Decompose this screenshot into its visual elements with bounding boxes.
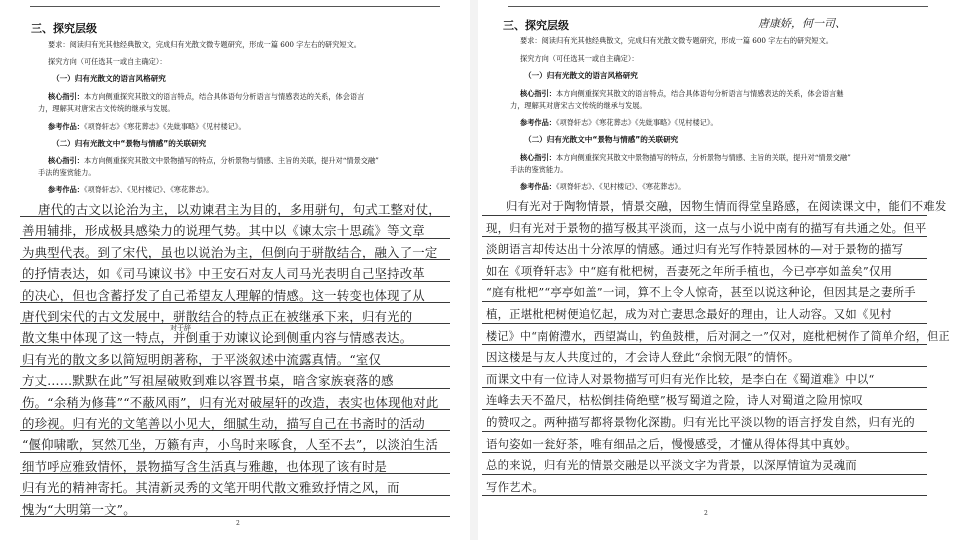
handwritten-line: 细节呼应雅致情怀，景物描写含生活真与雅趣，也体现了该有时是 xyxy=(22,458,388,474)
ruled-line xyxy=(482,474,927,475)
handwritten-line: 唐代到宋代的古文发展中，骈散结合的特点正在被继承下来，归有光的 xyxy=(22,309,413,324)
right-page xyxy=(478,0,960,540)
requirement-text: 要求：阅读归有光其他经典散文，完成归有光散文微专题研究，形成一篇 600 字左右的研究短文。 xyxy=(520,36,833,45)
ruled-line xyxy=(482,323,927,324)
top-rule xyxy=(508,6,928,7)
ruled-line xyxy=(482,236,927,237)
handwritten-line: 散文集中体现了这一特点，并倒重于劝谏议论到侧重内容与情感表达。 xyxy=(22,330,413,346)
topic1-guide-cont: 力，理解其对唐宋古文传统的继承与发展。 xyxy=(510,101,647,110)
topic1-works: 参考作品：《项脊轩志》《寒花葬志》《先妣事略》《见村楼记》。 xyxy=(520,118,718,127)
handwritten-line: 如在《项脊轩志》中“庭有枇杷树，吾妻死之年所手植也，今已亭亭如盖矣”仅用 xyxy=(486,263,893,278)
topic1-title: （一）归有光散文的语言风格研究 xyxy=(524,71,638,80)
handwritten-line: 愧为“大明第一文”。 xyxy=(22,501,136,517)
handwritten-line: 归有光的散文多以简短明朗著称，于平淡叙述中流露真情。“室仅 xyxy=(22,351,382,367)
insertion-mark: 对于辞 xyxy=(170,324,191,332)
handwritten-line: 而课文中有一位诗人对景物描写可归有光作比较，是李白在《蜀道难》中以“ xyxy=(486,371,875,386)
left-page xyxy=(0,0,470,540)
ruled-line xyxy=(482,387,927,388)
handwritten-line: 方丈……默默在此”写祖屋破败到难以容置书桌，暗含家族衰落的感 xyxy=(22,373,394,389)
handwritten-line: 的珍视。归有光的文笔善以小见大，细腻生动，描写自己在书斋时的活动 xyxy=(22,416,425,431)
handwritten-line: 语句姿如一瓮好茶，唯有细品之后，慢慢感受，才懂从得体得其中真妙。 xyxy=(486,436,857,451)
handwritten-line: 伤。“余稍为修葺”“不蔽风雨”，归有光对破屋轩的改造，表实也体现他对此 xyxy=(22,394,439,410)
handwritten-line: 为典型代表。到了宋代，虽也以说治为主，但倒向于骈散结合，融入了一定 xyxy=(22,244,438,260)
handwritten-line: 现，归有光对于景物的描写极其平淡而，这一点与小说中南有的描写有共通之处。但平 xyxy=(486,220,927,235)
handwritten-name-note: 唐康娇，何一司、 xyxy=(758,17,846,30)
page-number: 2 xyxy=(704,510,708,517)
handwritten-line: 写作艺术。 xyxy=(486,479,544,494)
ruled-line xyxy=(482,366,927,367)
topic2-title: （二）归有光散文中“景物与情感”的关联研究 xyxy=(524,135,679,144)
ruled-line xyxy=(482,452,927,453)
direction-text: 探究方向（可任选其一或自主确定）： xyxy=(520,54,639,63)
section-title: 三、探究层级 xyxy=(31,22,97,35)
handwritten-line: 总的来说，归有光的情景交融是以平淡文字为背景，以深厚情谊为灵魂而 xyxy=(486,458,857,473)
handwritten-line: 唐代的古文以论治为主，以劝谏君主为目的，多用骈句，句式工整对仗， xyxy=(38,202,441,217)
topic1-guide-cont: 力，理解其对唐宋古文传统的继承与发展。 xyxy=(38,104,175,113)
ruled-line xyxy=(482,431,927,432)
topic1-guide: 核心指引：本方向侧重探究其散文的语言特点，结合具体语句分析语言与情感表达的关系，体会语言魅 xyxy=(520,89,844,98)
handwritten-line: 的赞叹之。两种描写都将景物化深勘。归有光比平淡以物的语言抒发自然，归有光的 xyxy=(486,415,915,429)
section-title: 三、探究层级 xyxy=(503,19,569,32)
topic2-guide-cont: 手法的鉴赏能力。 xyxy=(38,168,96,177)
topic2-title: （二）归有光散文中“景物与情感”的关联研究 xyxy=(52,139,207,148)
topic1-guide: 核心指引：本方向侧重探究其散文的语言特点，结合具体语句分析语言与情感表达的关系，体会语言 xyxy=(48,92,365,101)
topic2-works: 参考作品：《项脊轩志》、《见村楼记》、《寒花葬志》。 xyxy=(48,185,214,194)
handwritten-line: 淡朗语言却传达出十分浓厚的情感。通过归有光写作特景园林的—对于景物的描写 xyxy=(486,242,904,257)
requirement-text: 要求：阅读归有光其他经典散文，完成归有光散文微专题研究，形成一篇 600 字左右的研究短文。 xyxy=(48,40,361,49)
handwritten-line: 的抒情表达，如《司马谏议书》中王安石对友人司马光表明自己坚持改革 xyxy=(22,266,425,282)
ruled-line xyxy=(482,215,927,216)
ruled-line xyxy=(482,495,927,496)
page-number: 2 xyxy=(236,520,240,527)
handwritten-line: “偃仰啸歌，冥然兀坐，万籁有声，小鸟时来啄食，人至不去”，以淡泊生活 xyxy=(22,437,438,453)
handwritten-line: 归有光对于陶物情景，情景交融，因物生情而得堂皇路感，在阅读课文中，能们不难发 xyxy=(506,199,947,213)
topic1-works: 参考作品：《项脊轩志》《寒花葬志》《先妣事略》《见村楼记》。 xyxy=(48,122,246,131)
top-rule xyxy=(30,6,440,7)
page-gutter xyxy=(470,0,478,540)
topic1-title: （一）归有光散文的语言风格研究 xyxy=(52,74,166,83)
handwritten-line: 因这楼是与友人共度过的，才会诗人登此“余悯无限”的情怀。 xyxy=(486,350,800,365)
ruled-line xyxy=(482,409,927,410)
ruled-line xyxy=(482,279,927,280)
handwritten-line: 善用辅排，形成极具感染力的说理气势。其中以《谏太宗十思疏》等文章 xyxy=(22,223,425,239)
handwritten-line: 楼记》中“南俯澧水，西望嵩山，钓鱼鼓枻，后对洞之一”仅对，庭枇杷树作了简单介绍，但正 xyxy=(486,328,950,343)
topic2-works: 参考作品：《项脊轩志》、《见村楼记》、《寒花葬志》。 xyxy=(520,182,686,191)
ruled-line xyxy=(482,258,927,259)
topic2-guide: 核心指引：本方向侧重探究其散文中景物描写的特点，分析景物与情感、主旨的关联，提升对“情景交融” xyxy=(48,156,379,165)
handwritten-line: 归有光的精神寄托。其清新灵秀的文笔开明代散文雅致抒情之风，而 xyxy=(22,480,400,496)
ruled-line xyxy=(482,344,927,345)
ruled-line xyxy=(482,301,927,302)
handwritten-line: “庭有枇杷”“亭亭如盖”一词，算不上令人惊奇，甚至以说这种论，但因其是之妻所手 xyxy=(486,285,916,300)
handwritten-line: 植，正堪枇杷树便追忆起，成为对亡妻思念最好的理由，让人动容。又如《见村 xyxy=(486,307,892,321)
topic2-guide-cont: 手法的鉴赏能力。 xyxy=(510,165,568,174)
direction-text: 探究方向（可任选其一或自主确定）： xyxy=(48,57,167,66)
handwritten-line: 连峰去天不盈尺，枯松倒挂倚绝壁”极写蜀道之险，诗人对蜀道之险用惊叹 xyxy=(486,393,863,408)
handwritten-line: 的决心，但也含蓄抒发了自己希望友人理解的情感。这一转变也体现了从 xyxy=(22,287,425,303)
topic2-guide: 核心指引：本方向侧重探究其散文中景物描写的特点，分析景物与情感、主旨的关联，提升对“情景交融” xyxy=(520,153,851,162)
